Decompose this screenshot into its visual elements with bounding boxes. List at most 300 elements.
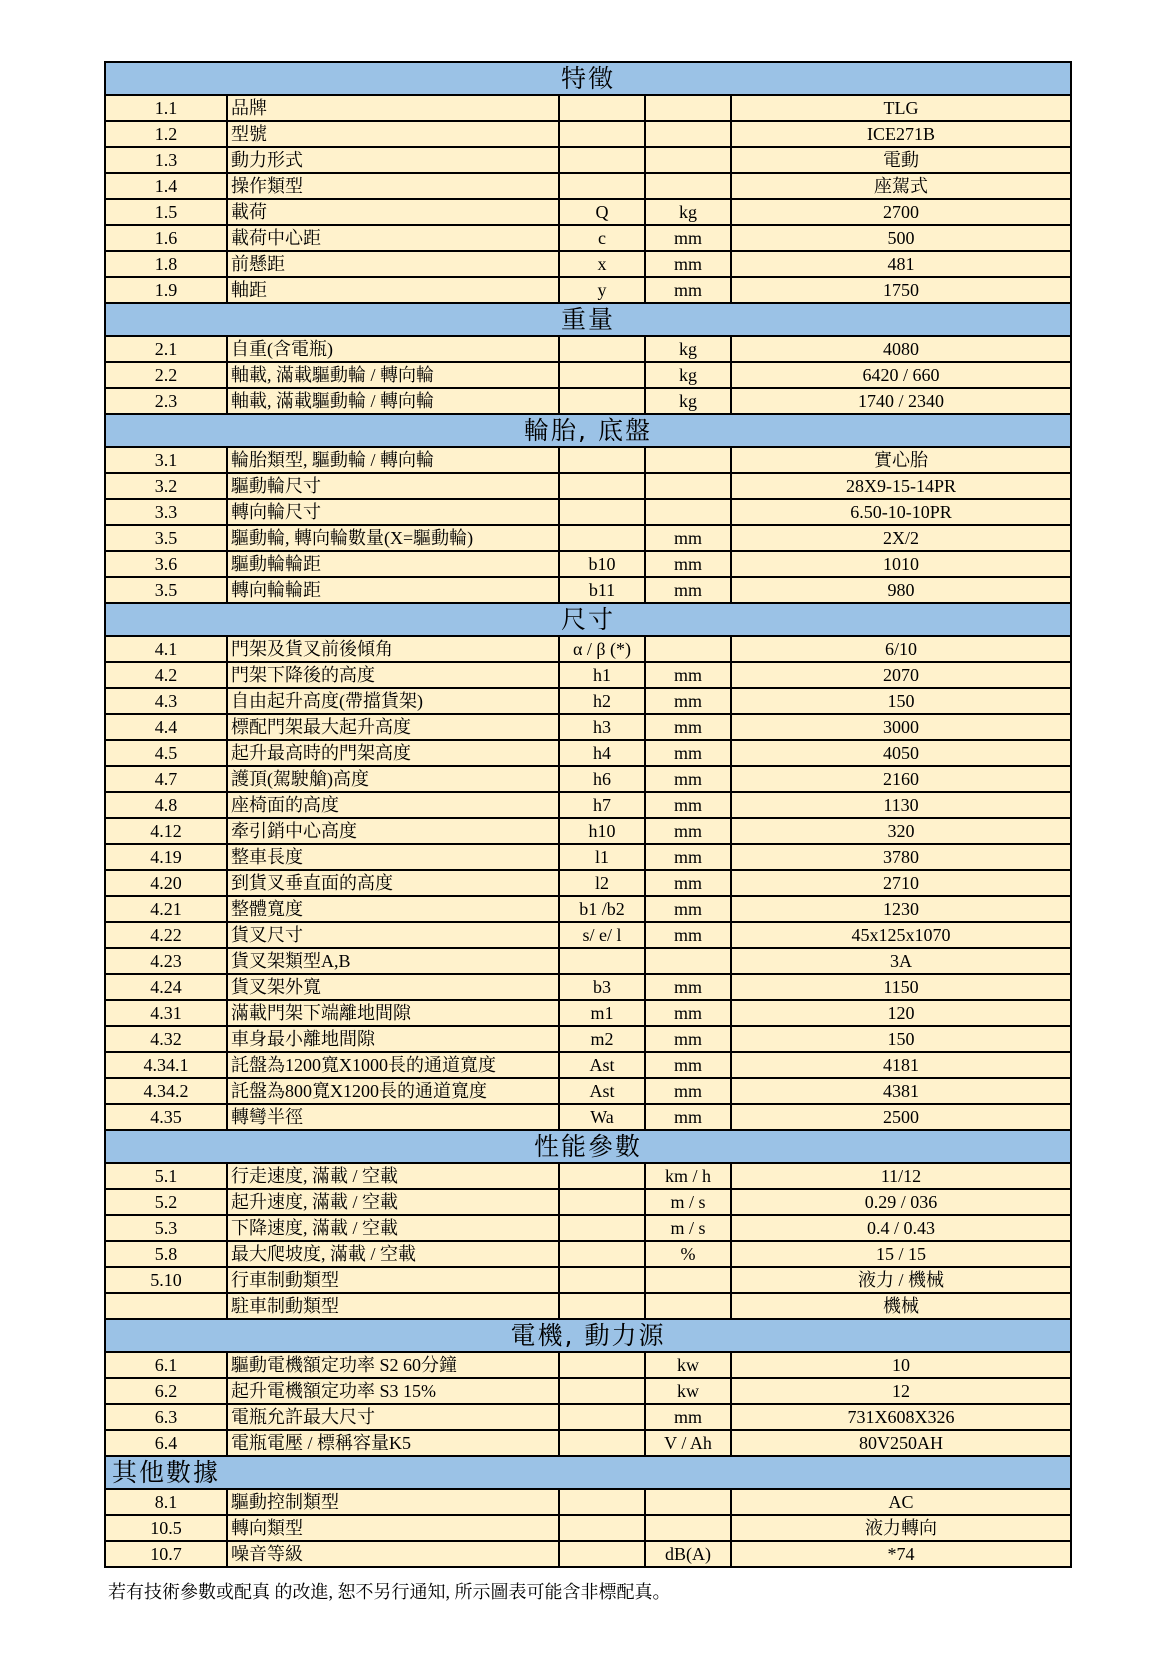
item-value: 2700 <box>731 199 1071 225</box>
item-number: 4.35 <box>105 1104 227 1130</box>
item-symbol <box>559 948 645 974</box>
section-title: 重量 <box>105 303 1071 336</box>
item-value: 10 <box>731 1352 1071 1378</box>
spec-row <box>105 1189 1071 1215</box>
item-unit: mm <box>645 225 731 251</box>
item-number: 5.8 <box>105 1241 227 1267</box>
spec-row <box>105 714 1071 740</box>
item-number: 4.32 <box>105 1026 227 1052</box>
item-number: 4.24 <box>105 974 227 1000</box>
item-value: 980 <box>731 577 1071 603</box>
item-number: 1.3 <box>105 147 227 173</box>
item-number: 4.31 <box>105 1000 227 1026</box>
item-value: 實心胎 <box>731 447 1071 473</box>
item-value: 2160 <box>731 766 1071 792</box>
item-value: 12 <box>731 1378 1071 1404</box>
item-unit: mm <box>645 870 731 896</box>
spec-row <box>105 95 1071 121</box>
item-number: 4.2 <box>105 662 227 688</box>
spec-row <box>105 766 1071 792</box>
item-value: 320 <box>731 818 1071 844</box>
item-unit: km / h <box>645 1163 731 1189</box>
item-label: 轉彎半徑 <box>227 1104 559 1130</box>
item-unit: mm <box>645 740 731 766</box>
item-unit: kg <box>645 336 731 362</box>
item-symbol <box>559 1541 645 1567</box>
spec-row <box>105 1052 1071 1078</box>
section-header-row <box>105 62 1071 95</box>
spec-row <box>105 473 1071 499</box>
item-number: 4.34.1 <box>105 1052 227 1078</box>
spec-row <box>105 121 1071 147</box>
item-label: 轉向類型 <box>227 1515 559 1541</box>
item-symbol <box>559 121 645 147</box>
item-unit: % <box>645 1241 731 1267</box>
item-value: 座駕式 <box>731 173 1071 199</box>
item-label: 門架及貨叉前後傾角 <box>227 636 559 662</box>
item-label: 整體寬度 <box>227 896 559 922</box>
section-header-row <box>105 1456 1071 1489</box>
item-unit: kw <box>645 1352 731 1378</box>
item-unit: mm <box>645 251 731 277</box>
item-symbol <box>559 147 645 173</box>
item-value: 液力轉向 <box>731 1515 1071 1541</box>
item-label: 驅動輪, 轉向輪數量(X=驅動輪) <box>227 525 559 551</box>
item-unit <box>645 1267 731 1293</box>
item-value: 28X9-15-14PR <box>731 473 1071 499</box>
spec-row <box>105 948 1071 974</box>
item-label: 自由起升高度(帶擋貨架) <box>227 688 559 714</box>
item-symbol <box>559 447 645 473</box>
item-unit: mm <box>645 1404 731 1430</box>
item-number: 2.1 <box>105 336 227 362</box>
spec-row <box>105 362 1071 388</box>
item-unit: m / s <box>645 1189 731 1215</box>
item-value: 1010 <box>731 551 1071 577</box>
item-label: 驅動控制類型 <box>227 1489 559 1515</box>
item-unit <box>645 121 731 147</box>
spec-row <box>105 1000 1071 1026</box>
item-number: 3.1 <box>105 447 227 473</box>
spec-row <box>105 1541 1071 1567</box>
item-number: 1.4 <box>105 173 227 199</box>
spec-row <box>105 1293 1071 1319</box>
spec-row <box>105 199 1071 225</box>
item-value: 2500 <box>731 1104 1071 1130</box>
item-value: 4181 <box>731 1052 1071 1078</box>
item-unit <box>645 499 731 525</box>
item-label: 自重(含電瓶) <box>227 336 559 362</box>
item-unit <box>645 636 731 662</box>
item-symbol <box>559 1352 645 1378</box>
item-label: 託盤為800寬X1200長的通道寬度 <box>227 1078 559 1104</box>
item-unit <box>645 95 731 121</box>
spec-row <box>105 251 1071 277</box>
item-unit: mm <box>645 714 731 740</box>
item-symbol <box>559 1404 645 1430</box>
item-symbol <box>559 173 645 199</box>
item-symbol <box>559 1430 645 1456</box>
item-unit: mm <box>645 277 731 303</box>
item-label: 整車長度 <box>227 844 559 870</box>
item-number <box>105 1293 227 1319</box>
item-label: 貨叉尺寸 <box>227 922 559 948</box>
item-unit: mm <box>645 577 731 603</box>
item-unit: mm <box>645 922 731 948</box>
item-unit: dB(A) <box>645 1541 731 1567</box>
item-unit <box>645 1515 731 1541</box>
item-number: 4.7 <box>105 766 227 792</box>
item-label: 起升最高時的門架高度 <box>227 740 559 766</box>
item-value: 機械 <box>731 1293 1071 1319</box>
item-unit <box>645 473 731 499</box>
item-value: 4050 <box>731 740 1071 766</box>
item-number: 6.1 <box>105 1352 227 1378</box>
spec-row <box>105 844 1071 870</box>
item-label: 車身最小離地間隙 <box>227 1026 559 1052</box>
spec-row <box>105 1215 1071 1241</box>
item-unit: mm <box>645 766 731 792</box>
item-value: 液力 / 機械 <box>731 1267 1071 1293</box>
item-label: 貨叉架類型A,B <box>227 948 559 974</box>
item-number: 2.2 <box>105 362 227 388</box>
spec-row <box>105 147 1071 173</box>
item-unit: kw <box>645 1378 731 1404</box>
item-value: TLG <box>731 95 1071 121</box>
item-symbol <box>559 388 645 414</box>
item-label: 驅動輪尺寸 <box>227 473 559 499</box>
item-symbol: c <box>559 225 645 251</box>
item-unit <box>645 447 731 473</box>
item-number: 4.8 <box>105 792 227 818</box>
item-label: 轉向輪輪距 <box>227 577 559 603</box>
item-number: 4.4 <box>105 714 227 740</box>
item-number: 4.5 <box>105 740 227 766</box>
item-value: 3A <box>731 948 1071 974</box>
item-symbol: l2 <box>559 870 645 896</box>
spec-row <box>105 525 1071 551</box>
item-unit: m / s <box>645 1215 731 1241</box>
item-label: 軸載, 滿載驅動輪 / 轉向輪 <box>227 388 559 414</box>
item-value: 6.50-10-10PR <box>731 499 1071 525</box>
item-unit: mm <box>645 525 731 551</box>
item-unit: mm <box>645 1104 731 1130</box>
item-label: 輪胎類型, 驅動輪 / 轉向輪 <box>227 447 559 473</box>
item-symbol: h4 <box>559 740 645 766</box>
spec-row <box>105 740 1071 766</box>
item-unit <box>645 147 731 173</box>
item-unit <box>645 1489 731 1515</box>
item-label: 軸距 <box>227 277 559 303</box>
item-value: 3000 <box>731 714 1071 740</box>
item-label: 貨叉架外寬 <box>227 974 559 1000</box>
spec-row <box>105 662 1071 688</box>
item-symbol: m1 <box>559 1000 645 1026</box>
item-symbol: h2 <box>559 688 645 714</box>
spec-table <box>104 61 1072 1568</box>
item-number: 8.1 <box>105 1489 227 1515</box>
item-label: 動力形式 <box>227 147 559 173</box>
item-value: 1230 <box>731 896 1071 922</box>
item-value: 150 <box>731 688 1071 714</box>
item-value: 80V250AH <box>731 1430 1071 1456</box>
item-label: 標配門架最大起升高度 <box>227 714 559 740</box>
spec-row <box>105 792 1071 818</box>
item-value: 731X608X326 <box>731 1404 1071 1430</box>
spec-row <box>105 1026 1071 1052</box>
item-number: 3.6 <box>105 551 227 577</box>
item-number: 5.1 <box>105 1163 227 1189</box>
item-label: 起升速度, 滿載 / 空載 <box>227 1189 559 1215</box>
item-value: 481 <box>731 251 1071 277</box>
spec-row <box>105 688 1071 714</box>
item-label: 型號 <box>227 121 559 147</box>
item-symbol: x <box>559 251 645 277</box>
item-value: 1750 <box>731 277 1071 303</box>
item-value: 15 / 15 <box>731 1241 1071 1267</box>
item-label: 行車制動類型 <box>227 1267 559 1293</box>
item-number: 10.5 <box>105 1515 227 1541</box>
item-unit: mm <box>645 1078 731 1104</box>
spec-row <box>105 1515 1071 1541</box>
spec-row <box>105 870 1071 896</box>
item-symbol: Q <box>559 199 645 225</box>
item-label: 駐車制動類型 <box>227 1293 559 1319</box>
item-value: 500 <box>731 225 1071 251</box>
spec-row <box>105 499 1071 525</box>
item-symbol: m2 <box>559 1026 645 1052</box>
item-label: 前懸距 <box>227 251 559 277</box>
item-value: 2X/2 <box>731 525 1071 551</box>
item-symbol <box>559 336 645 362</box>
item-number: 4.3 <box>105 688 227 714</box>
section-header-row <box>105 603 1071 636</box>
item-value: 0.4 / 0.43 <box>731 1215 1071 1241</box>
item-unit: mm <box>645 662 731 688</box>
spec-row <box>105 1489 1071 1515</box>
item-symbol <box>559 1215 645 1241</box>
spec-row <box>105 636 1071 662</box>
item-unit <box>645 173 731 199</box>
spec-row <box>105 388 1071 414</box>
item-label: 電瓶允許最大尺寸 <box>227 1404 559 1430</box>
item-number: 4.34.2 <box>105 1078 227 1104</box>
item-symbol: h1 <box>559 662 645 688</box>
item-value: 1150 <box>731 974 1071 1000</box>
item-value: ICE271B <box>731 121 1071 147</box>
item-number: 1.1 <box>105 95 227 121</box>
item-value: *74 <box>731 1541 1071 1567</box>
item-number: 6.3 <box>105 1404 227 1430</box>
item-unit: mm <box>645 688 731 714</box>
item-symbol: Ast <box>559 1052 645 1078</box>
item-number: 6.2 <box>105 1378 227 1404</box>
item-label: 牽引銷中心高度 <box>227 818 559 844</box>
item-symbol: b10 <box>559 551 645 577</box>
spec-row <box>105 173 1071 199</box>
item-label: 滿載門架下端離地間隙 <box>227 1000 559 1026</box>
item-label: 驅動輪輪距 <box>227 551 559 577</box>
item-unit: kg <box>645 362 731 388</box>
item-unit: kg <box>645 199 731 225</box>
item-unit: kg <box>645 388 731 414</box>
section-title: 輪胎, 底盤 <box>105 414 1071 447</box>
item-number: 1.8 <box>105 251 227 277</box>
item-unit: mm <box>645 896 731 922</box>
item-number: 1.2 <box>105 121 227 147</box>
item-symbol <box>559 1163 645 1189</box>
spec-row <box>105 922 1071 948</box>
spec-row <box>105 818 1071 844</box>
item-symbol <box>559 1489 645 1515</box>
spec-row <box>105 974 1071 1000</box>
spec-row <box>105 1163 1071 1189</box>
section-header-row <box>105 1319 1071 1352</box>
item-number: 3.5 <box>105 577 227 603</box>
item-number: 10.7 <box>105 1541 227 1567</box>
item-number: 4.19 <box>105 844 227 870</box>
item-label: 驅動電機額定功率 S2 60分鐘 <box>227 1352 559 1378</box>
item-number: 5.10 <box>105 1267 227 1293</box>
item-number: 1.9 <box>105 277 227 303</box>
item-symbol <box>559 1515 645 1541</box>
item-number: 4.23 <box>105 948 227 974</box>
item-symbol: h7 <box>559 792 645 818</box>
item-number: 4.22 <box>105 922 227 948</box>
section-header-row <box>105 414 1071 447</box>
item-unit: mm <box>645 974 731 1000</box>
item-label: 託盤為1200寬X1000長的通道寬度 <box>227 1052 559 1078</box>
item-value: 2710 <box>731 870 1071 896</box>
item-number: 1.6 <box>105 225 227 251</box>
spec-row <box>105 1267 1071 1293</box>
item-symbol <box>559 1189 645 1215</box>
item-symbol: b1 /b2 <box>559 896 645 922</box>
item-label: 電瓶電壓 / 標稱容量K5 <box>227 1430 559 1456</box>
item-label: 到貨叉垂直面的高度 <box>227 870 559 896</box>
spec-row <box>105 225 1071 251</box>
spec-row <box>105 277 1071 303</box>
item-number: 2.3 <box>105 388 227 414</box>
item-unit: mm <box>645 844 731 870</box>
item-value: 電動 <box>731 147 1071 173</box>
item-number: 4.21 <box>105 896 227 922</box>
spec-row <box>105 1430 1071 1456</box>
item-number: 4.1 <box>105 636 227 662</box>
item-number: 3.3 <box>105 499 227 525</box>
spec-row <box>105 1241 1071 1267</box>
section-title: 電機, 動力源 <box>105 1319 1071 1352</box>
item-number: 6.4 <box>105 1430 227 1456</box>
spec-row <box>105 1078 1071 1104</box>
item-symbol <box>559 362 645 388</box>
item-label: 最大爬坡度, 滿載 / 空載 <box>227 1241 559 1267</box>
item-label: 載荷 <box>227 199 559 225</box>
spec-row <box>105 1352 1071 1378</box>
item-number: 5.2 <box>105 1189 227 1215</box>
item-symbol <box>559 1378 645 1404</box>
item-unit: mm <box>645 792 731 818</box>
item-value: 150 <box>731 1026 1071 1052</box>
item-unit <box>645 948 731 974</box>
spec-row <box>105 577 1071 603</box>
spec-row <box>105 1404 1071 1430</box>
item-value: 6420 / 660 <box>731 362 1071 388</box>
section-header-row <box>105 303 1071 336</box>
item-label: 座椅面的高度 <box>227 792 559 818</box>
item-symbol: b11 <box>559 577 645 603</box>
section-header-row <box>105 1130 1071 1163</box>
item-symbol <box>559 95 645 121</box>
item-symbol: l1 <box>559 844 645 870</box>
item-symbol <box>559 499 645 525</box>
item-value: 11/12 <box>731 1163 1071 1189</box>
spec-row <box>105 896 1071 922</box>
item-number: 4.12 <box>105 818 227 844</box>
item-label: 操作類型 <box>227 173 559 199</box>
item-symbol: α / β (*) <box>559 636 645 662</box>
item-value: 1740 / 2340 <box>731 388 1071 414</box>
item-symbol <box>559 525 645 551</box>
item-symbol <box>559 1267 645 1293</box>
item-unit: mm <box>645 551 731 577</box>
section-title: 其他數據 <box>105 1456 1071 1489</box>
item-label: 下降速度, 滿載 / 空載 <box>227 1215 559 1241</box>
item-symbol <box>559 1293 645 1319</box>
item-number: 3.2 <box>105 473 227 499</box>
item-value: 3780 <box>731 844 1071 870</box>
item-value: 45x125x1070 <box>731 922 1071 948</box>
spec-row <box>105 1378 1071 1404</box>
item-symbol: s/ e/ l <box>559 922 645 948</box>
item-value: 6/10 <box>731 636 1071 662</box>
item-symbol: y <box>559 277 645 303</box>
item-value: 0.29 / 036 <box>731 1189 1071 1215</box>
item-value: 2070 <box>731 662 1071 688</box>
item-number: 1.5 <box>105 199 227 225</box>
item-label: 轉向輪尺寸 <box>227 499 559 525</box>
footnote: 若有技術參數或配真 的改進, 恕不另行通知, 所示圖表可能含非標配真。 <box>108 1582 671 1602</box>
item-number: 3.5 <box>105 525 227 551</box>
item-symbol: Ast <box>559 1078 645 1104</box>
item-label: 行走速度, 滿載 / 空載 <box>227 1163 559 1189</box>
spec-row <box>105 551 1071 577</box>
item-label: 護頂(駕駛艙)高度 <box>227 766 559 792</box>
spec-row <box>105 336 1071 362</box>
item-label: 噪音等級 <box>227 1541 559 1567</box>
item-label: 軸載, 滿載驅動輪 / 轉向輪 <box>227 362 559 388</box>
item-label: 起升電機額定功率 S3 15% <box>227 1378 559 1404</box>
spec-row <box>105 1104 1071 1130</box>
section-title: 尺寸 <box>105 603 1071 636</box>
item-symbol: b3 <box>559 974 645 1000</box>
item-number: 4.20 <box>105 870 227 896</box>
item-symbol: h3 <box>559 714 645 740</box>
item-number: 5.3 <box>105 1215 227 1241</box>
item-unit <box>645 1293 731 1319</box>
item-unit: mm <box>645 1052 731 1078</box>
item-unit: V / Ah <box>645 1430 731 1456</box>
item-unit: mm <box>645 818 731 844</box>
section-title: 特徵 <box>105 62 1071 95</box>
item-value: 120 <box>731 1000 1071 1026</box>
item-value: 4080 <box>731 336 1071 362</box>
item-symbol: h6 <box>559 766 645 792</box>
item-value: 4381 <box>731 1078 1071 1104</box>
item-value: AC <box>731 1489 1071 1515</box>
item-symbol: h10 <box>559 818 645 844</box>
item-unit: mm <box>645 1000 731 1026</box>
